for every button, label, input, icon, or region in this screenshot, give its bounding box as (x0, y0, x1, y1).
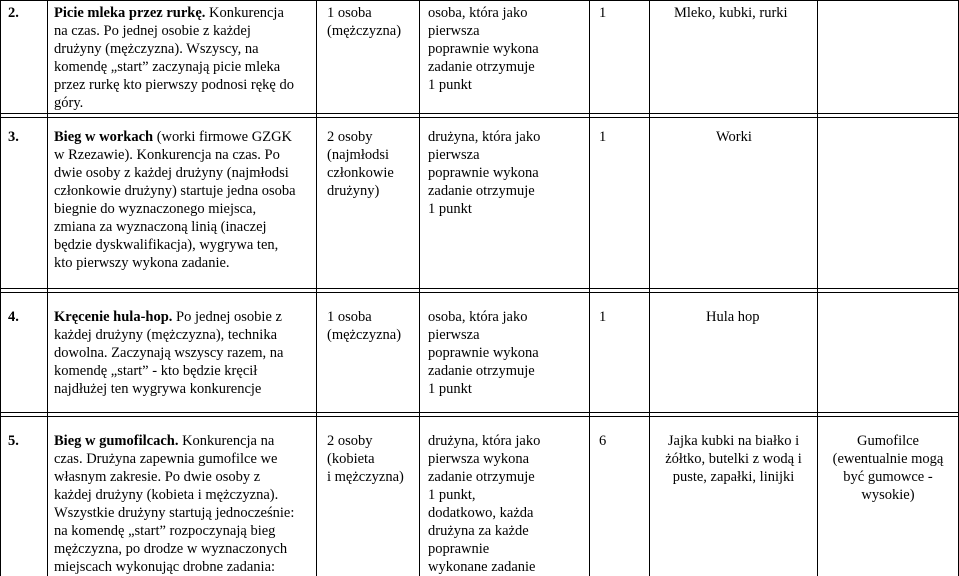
notes-line: być gumowce - (843, 469, 933, 485)
participants-line: (mężczyzna) (327, 327, 402, 343)
row-description (54, 128, 316, 272)
scoring-line: drużyna, która jako (428, 129, 541, 145)
participants-line: członkowie (327, 165, 394, 181)
desc-line: Konkurencja na (178, 433, 275, 449)
participants (327, 4, 401, 40)
scoring-line: wykonane zadanie (428, 559, 536, 575)
scoring (428, 4, 539, 94)
scoring-line: osoba, która jako (428, 5, 528, 21)
scoring-line: 1 punkt (428, 77, 472, 93)
row-number: 4. (8, 309, 19, 325)
desc-line: mężczyzna, po drodze w wyznaczonych (54, 541, 288, 557)
props (650, 432, 817, 486)
row-divider (0, 113, 959, 114)
props-line: żółtko, butelki z wodą i (665, 451, 802, 467)
col-divider (316, 0, 317, 576)
desc-line: Po jednej osobie z (172, 309, 282, 325)
col-divider (649, 0, 650, 576)
row-divider (0, 416, 959, 417)
scoring (428, 128, 540, 218)
count: 1 (599, 129, 607, 145)
participants-line: 2 osoby (327, 129, 373, 145)
participants-line: drużyny) (327, 183, 380, 199)
desc-line: na czas. Po jednej osobie z każdej (54, 23, 251, 39)
scoring-line: 1 punkt (428, 201, 472, 217)
count: 6 (599, 433, 607, 449)
scoring-line: poprawnie (428, 541, 490, 557)
scoring (428, 308, 539, 398)
props-line: Jajka kubki na białko i (667, 433, 800, 449)
row-divider (0, 292, 959, 293)
col-divider (0, 0, 1, 576)
participants-line: (najmłodsi (327, 147, 390, 163)
notes (818, 432, 958, 504)
desc-line: każdej drużyny (kobieta i mężczyzna). (54, 487, 279, 503)
row-divider (0, 288, 959, 289)
scoring-line: drużyna, która jako (428, 433, 541, 449)
participants (327, 308, 401, 344)
scoring-line: zadanie otrzymuje (428, 469, 535, 485)
desc-line: kto pierwszy wykona zadanie. (54, 255, 230, 271)
table-border-top (0, 0, 959, 1)
participants (327, 432, 404, 486)
task-title: Kręcenie hula-hop. (54, 309, 173, 325)
row-number: 3. (8, 129, 19, 145)
scoring-line: zadanie otrzymuje (428, 363, 535, 379)
task-title: Bieg w gumofilcach. (54, 433, 179, 449)
desc-line: miejscach wykonując drobne zadania: (54, 559, 276, 575)
row-description (54, 4, 316, 112)
scoring-line: osoba, która jako (428, 309, 528, 325)
task-title: Bieg w workach (54, 129, 154, 145)
participants-line: (mężczyzna) (327, 23, 402, 39)
row-divider (0, 117, 959, 118)
scoring-line: pierwsza (428, 327, 480, 343)
desc-line: każdej drużyny (mężczyzna), technika (54, 327, 278, 343)
notes-line: wysokie) (861, 487, 915, 503)
participants-line: i mężczyzna) (327, 469, 404, 485)
desc-line: dowolna. Zaczynają wszyscy razem, na (54, 345, 284, 361)
desc-line: członkowie drużyny) startuje jedna osoba (54, 183, 296, 199)
desc-line: biegnie do wyznaczonego miejsca, (54, 201, 257, 217)
scoring-line: poprawnie wykona (428, 165, 539, 181)
row-description (54, 308, 316, 398)
scoring-line: pierwsza (428, 23, 480, 39)
participants-line: 2 osoby (327, 433, 373, 449)
desc-line: na komendę „start” rozpoczynają bieg (54, 523, 276, 539)
participants-line: 1 osoba (327, 5, 372, 21)
props: Hula hop (706, 309, 760, 325)
desc-line: góry. (54, 95, 84, 111)
participants-line: (kobieta (327, 451, 375, 467)
desc-line: (worki firmowe GZGK (153, 129, 293, 145)
participants-line: 1 osoba (327, 309, 372, 325)
desc-line: będzie dyskwalifikacja), wygrywa ten, (54, 237, 279, 253)
props-line: puste, zapałki, linijki (672, 469, 795, 485)
scoring-line: pierwsza wykona (428, 451, 530, 467)
scoring-line: pierwsza (428, 147, 480, 163)
scoring-line: 1 punkt (428, 381, 472, 397)
scoring-line: zadanie otrzymuje (428, 59, 535, 75)
scoring-line: dodatkowo, każda (428, 505, 534, 521)
col-divider (419, 0, 420, 576)
row-description (54, 432, 316, 576)
desc-line: własnym zakresie. Po dwie osoby z (54, 469, 261, 485)
count: 1 (599, 309, 607, 325)
props: Worki (716, 129, 752, 145)
scoring (428, 432, 540, 576)
desc-line: Wszystkie drużyny startują jednocześnie: (54, 505, 295, 521)
col-divider (589, 0, 590, 576)
scoring-line: 1 punkt, (428, 487, 476, 503)
desc-line: drużyny (mężczyzna). Wszyscy, na (54, 41, 259, 57)
desc-line: Konkurencja (205, 5, 284, 21)
scoring-line: zadanie otrzymuje (428, 183, 535, 199)
scoring-line: poprawnie wykona (428, 345, 539, 361)
row-number: 5. (8, 433, 19, 449)
row-divider (0, 412, 959, 413)
desc-line: dwie osoby z każdej drużyny (najmłodsi (54, 165, 289, 181)
desc-line: w Rzezawie). Konkurencja na czas. Po (54, 147, 280, 163)
desc-line: zmiana za wyznaczoną linią (inaczej (54, 219, 267, 235)
notes-line: (ewentualnie mogą (832, 451, 944, 467)
props: Mleko, kubki, rurki (674, 5, 788, 21)
scoring-line: drużyna za każde (428, 523, 529, 539)
desc-line: czas. Drużyna zapewnia gumofilce we (54, 451, 278, 467)
row-number: 2. (8, 5, 19, 21)
notes-line: Gumofilce (856, 433, 919, 449)
desc-line: komendę „start” - kto będzie kręcił (54, 363, 258, 379)
task-title: Picie mleka przez rurkę. (54, 5, 206, 21)
desc-line: komendę „start” zaczynają picie mleka (54, 59, 281, 75)
scoring-line: poprawnie wykona (428, 41, 539, 57)
col-divider (47, 0, 48, 576)
participants (327, 128, 394, 200)
desc-line: najdłużej ten wygrywa konkurencje (54, 381, 262, 397)
count: 1 (599, 5, 607, 21)
desc-line: przez rurkę kto pierwszy podnosi rękę do (54, 77, 294, 93)
